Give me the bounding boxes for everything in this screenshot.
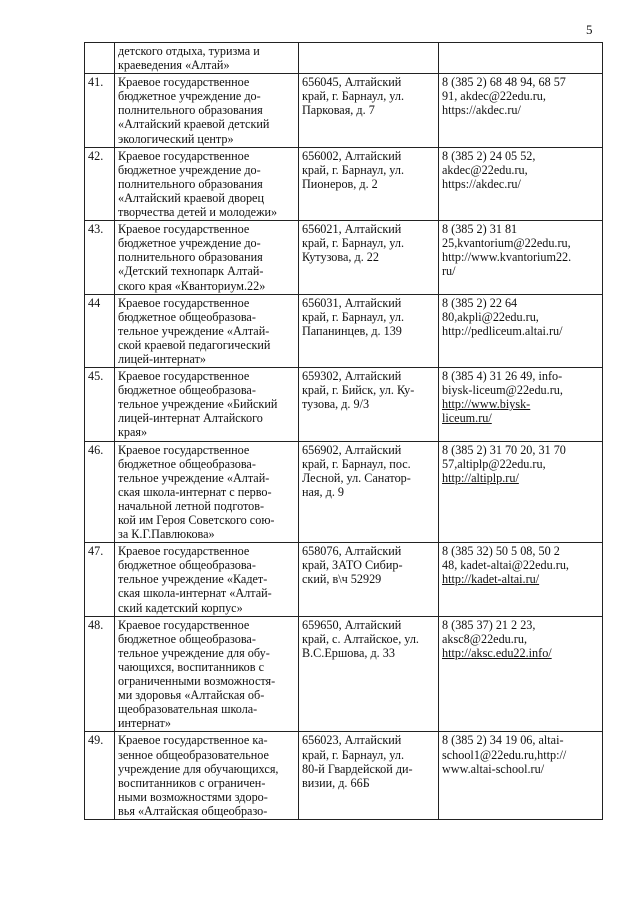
institution-name-cell: [115, 616, 299, 732]
institution-name-line: бюджетное общеобразова-: [118, 631, 256, 646]
address-line: край, г. Барнаул, ул.: [302, 89, 404, 104]
table-row: [85, 43, 603, 74]
contact-line: aksc8@22edu.ru,: [442, 631, 528, 646]
institution-name-cell: [115, 221, 299, 294]
address-cell: [299, 368, 439, 441]
address-line: тузова, д. 9/3: [302, 397, 370, 412]
row-number: 46.: [85, 441, 115, 543]
institution-name-line: интернат»: [118, 716, 171, 731]
contact-line: https://akdec.ru/: [442, 103, 521, 118]
institution-name-line: бюджетное учреждение до-: [118, 162, 261, 177]
address-cell: [299, 294, 439, 367]
institution-name-line: бюджетное общеобразова-: [118, 558, 256, 573]
address-line: Папанинцев, д. 139: [302, 323, 402, 338]
address-line: Лесной, ул. Санатор-: [302, 470, 411, 485]
institution-name-cell: [115, 294, 299, 367]
institution-name-line: лицей-интернат»: [118, 351, 207, 366]
institution-name-cell: [115, 441, 299, 543]
table-row: [85, 294, 603, 367]
address-line: край, с. Алтайское, ул.: [302, 631, 419, 646]
address-cell: [299, 221, 439, 294]
institution-name-line: полнительного образования: [118, 250, 263, 265]
row-number: [85, 43, 115, 74]
contacts-cell: [439, 221, 603, 294]
institution-name-line: Краевое государственное: [118, 148, 250, 163]
institution-name-line: Краевое государственное: [118, 75, 250, 90]
institution-name-line: тельное учреждение «Алтай-: [118, 470, 270, 485]
institution-name-line: ская школа-интернат «Алтай-: [118, 586, 272, 601]
institution-name-line: творчества детей и молодежи»: [118, 205, 278, 220]
row-number: 49.: [85, 732, 115, 820]
address-line: край, г. Барнаул, ул.: [302, 747, 404, 762]
contacts-cell: [439, 732, 603, 820]
address-cell: [299, 616, 439, 732]
address-line: 656021, Алтайский: [302, 222, 402, 237]
institution-name-line: Краевое государственное: [118, 617, 250, 632]
address-cell: [299, 543, 439, 616]
institution-name-line: бюджетное учреждение до-: [118, 89, 261, 104]
address-cell: [299, 732, 439, 820]
contacts-cell: [439, 43, 603, 74]
institution-name-line: зенное общеобразовательное: [118, 747, 269, 762]
institution-name-line: Краевое государственное: [118, 544, 250, 559]
address-line: 80-й Гвардейской ди-: [302, 761, 413, 776]
institution-name-line: ская школа-интернат с перво-: [118, 484, 272, 499]
contact-line: school1@22edu.ru,http://: [442, 747, 567, 762]
institution-name-line: лицей-интернат Алтайского: [118, 411, 263, 426]
institution-name-line: Краевое государственное: [118, 369, 250, 384]
institutions-table: [84, 42, 603, 820]
address-line: край, г. Барнаул, ул.: [302, 309, 404, 324]
table-row: [85, 74, 603, 147]
address-line: ский, в\ч 52929: [302, 572, 382, 587]
address-line: 659302, Алтайский: [302, 369, 402, 384]
institution-name-line: «Алтайский краевой детский: [118, 117, 270, 132]
institution-name-line: ными возможностями здоро-: [118, 789, 268, 804]
address-line: Пионеров, д. 2: [302, 176, 378, 191]
website-link[interactable]: http://altiplp.ru/: [442, 470, 519, 485]
address-line: 659650, Алтайский: [302, 617, 402, 632]
institution-name-line: ской краевой педагогический: [118, 337, 271, 352]
institution-name-line: ский кадетский корпус»: [118, 600, 243, 615]
institution-name-cell: [115, 543, 299, 616]
contact-line: 48, kadet-altai@22edu.ru,: [442, 558, 569, 573]
contact-line: 8 (385 2) 31 70 20, 31 70: [442, 442, 566, 457]
institution-name-cell: [115, 43, 299, 74]
contact-line: biysk-liceum@22edu.ru,: [442, 383, 563, 398]
contact-line: 57,altiplp@22edu.ru,: [442, 456, 546, 471]
institution-name-line: вья «Алтайская общеобразо-: [118, 803, 268, 818]
contact-line: 80,akpli@22edu.ru,: [442, 309, 539, 324]
row-number: 41.: [85, 74, 115, 147]
address-cell: [299, 441, 439, 543]
contact-line: 91, akdec@22edu.ru,: [442, 89, 546, 104]
contact-line: 8 (385 37) 21 2 23,: [442, 617, 536, 632]
address-line: 656031, Алтайский: [302, 295, 402, 310]
contact-line: www.altai-school.ru/: [442, 761, 545, 776]
address-line: 658076, Алтайский: [302, 544, 402, 559]
institution-name-line: за К.Г.Павлюкова»: [118, 527, 215, 542]
contacts-cell: [439, 294, 603, 367]
institution-name-line: бюджетное общеобразова-: [118, 309, 256, 324]
institution-name-line: тельное учреждение «Кадет-: [118, 572, 268, 587]
institution-name-line: ского края «Кванториум.22»: [118, 278, 266, 293]
institution-name-line: экологический центр»: [118, 131, 234, 146]
address-line: Парковая, д. 7: [302, 103, 375, 118]
institution-name-line: Краевое государственное: [118, 295, 250, 310]
institution-name-line: тельное учреждение для обу-: [118, 645, 270, 660]
institutions-table-body: [85, 43, 603, 820]
contact-line: 8 (385 4) 31 26 49, info-: [442, 369, 563, 384]
address-cell: [299, 147, 439, 220]
contact-line: http://pedliceum.altai.ru/: [442, 323, 563, 338]
address-line: край, ЗАТО Сибир-: [302, 558, 403, 573]
institution-name-line: воспитанников с ограничен-: [118, 775, 266, 790]
contacts-cell: [439, 441, 603, 543]
table-row: [85, 441, 603, 543]
institution-name-line: тельное учреждение «Алтай-: [118, 323, 270, 338]
address-line: визии, д. 66Б: [302, 775, 370, 790]
address-line: 656002, Алтайский: [302, 148, 402, 163]
row-number: 43.: [85, 221, 115, 294]
row-number: 48.: [85, 616, 115, 732]
institution-name-line: полнительного образования: [118, 176, 263, 191]
address-line: 656045, Алтайский: [302, 75, 402, 90]
address-line: край, г. Барнаул, ул.: [302, 162, 404, 177]
address-line: ная, д. 9: [302, 484, 345, 499]
institution-name-cell: [115, 732, 299, 820]
row-number: 42.: [85, 147, 115, 220]
institution-name-line: полнительного образования: [118, 103, 263, 118]
table-row: [85, 221, 603, 294]
row-number: 45.: [85, 368, 115, 441]
address-line: 656023, Алтайский: [302, 733, 402, 748]
contact-line: 8 (385 2) 31 81: [442, 222, 518, 237]
address-line: край, г. Барнаул, ул.: [302, 236, 404, 251]
table-row: [85, 616, 603, 732]
institution-name-line: Краевое государственное: [118, 222, 250, 237]
institution-name-line: щеобразовательная школа-: [118, 702, 258, 717]
institution-name-line: края»: [118, 425, 148, 440]
institution-name-line: бюджетное общеобразова-: [118, 456, 256, 471]
institution-name-line: Краевое государственное ка-: [118, 733, 268, 748]
contacts-cell: [439, 616, 603, 732]
institution-name-cell: [115, 368, 299, 441]
contacts-cell: [439, 543, 603, 616]
institution-name-line: начальной летной подготов-: [118, 498, 265, 513]
contact-line: 8 (385 2) 68 48 94, 68 57: [442, 75, 566, 90]
institution-name-cell: [115, 147, 299, 220]
table-row: [85, 543, 603, 616]
contact-line: 8 (385 2) 24 05 52,: [442, 148, 536, 163]
contact-line: ru/: [442, 264, 456, 279]
institution-name-line: краеведения «Алтай»: [118, 58, 230, 73]
institution-name-line: «Алтайский краевой дворец: [118, 190, 264, 205]
institution-name-cell: [115, 74, 299, 147]
address-cell: [299, 74, 439, 147]
institution-name-line: бюджетное учреждение до-: [118, 236, 261, 251]
contact-line: akdec@22edu.ru,: [442, 162, 528, 177]
table-row: [85, 147, 603, 220]
institution-name-line: ми здоровья «Алтайская об-: [118, 688, 265, 703]
contacts-cell: [439, 74, 603, 147]
contact-line: 8 (385 2) 34 19 06, altai-: [442, 733, 564, 748]
contact-line: 25,kvantorium@22edu.ru,: [442, 236, 571, 251]
address-line: край, г. Барнаул, пос.: [302, 456, 411, 471]
table-row: [85, 732, 603, 820]
row-number: 44: [85, 294, 115, 367]
address-cell: [299, 43, 439, 74]
website-link[interactable]: http://www.biysk-: [442, 397, 531, 412]
table-row: [85, 368, 603, 441]
website-link[interactable]: liceum.ru/: [442, 411, 492, 426]
contact-line: https://akdec.ru/: [442, 176, 521, 191]
contact-line: 8 (385 2) 22 64: [442, 295, 518, 310]
institution-name-line: учреждение для обучающихся,: [118, 761, 279, 776]
institution-name-line: кой им Героя Советского сою-: [118, 513, 275, 527]
address-line: 656902, Алтайский: [302, 442, 402, 457]
address-line: Кутузова, д. 22: [302, 250, 379, 265]
institution-name-line: детского отдыха, туризма и: [118, 44, 260, 58]
institution-name-line: бюджетное общеобразова-: [118, 383, 256, 398]
contact-line: http://www.kvantorium22.: [442, 250, 572, 265]
row-number: 47.: [85, 543, 115, 616]
institution-name-line: тельное учреждение «Бийский: [118, 397, 278, 412]
contact-line: 8 (385 32) 50 5 08, 50 2: [442, 544, 560, 559]
institution-name-line: чающихся, воспитанников с: [118, 659, 264, 674]
website-link[interactable]: http://aksc.edu22.info/: [442, 645, 552, 660]
contacts-cell: [439, 147, 603, 220]
institution-name-line: Краевое государственное: [118, 442, 250, 457]
website-link[interactable]: http://kadet-altai.ru/: [442, 572, 540, 587]
page-number: 5: [586, 22, 593, 37]
address-line: В.С.Ершова, д. 33: [302, 645, 395, 660]
contacts-cell: [439, 368, 603, 441]
institution-name-line: ограниченными возможностя-: [118, 674, 276, 689]
institution-name-line: «Детский технопарк Алтай-: [118, 264, 264, 279]
address-line: край, г. Бийск, ул. Ку-: [302, 383, 415, 398]
